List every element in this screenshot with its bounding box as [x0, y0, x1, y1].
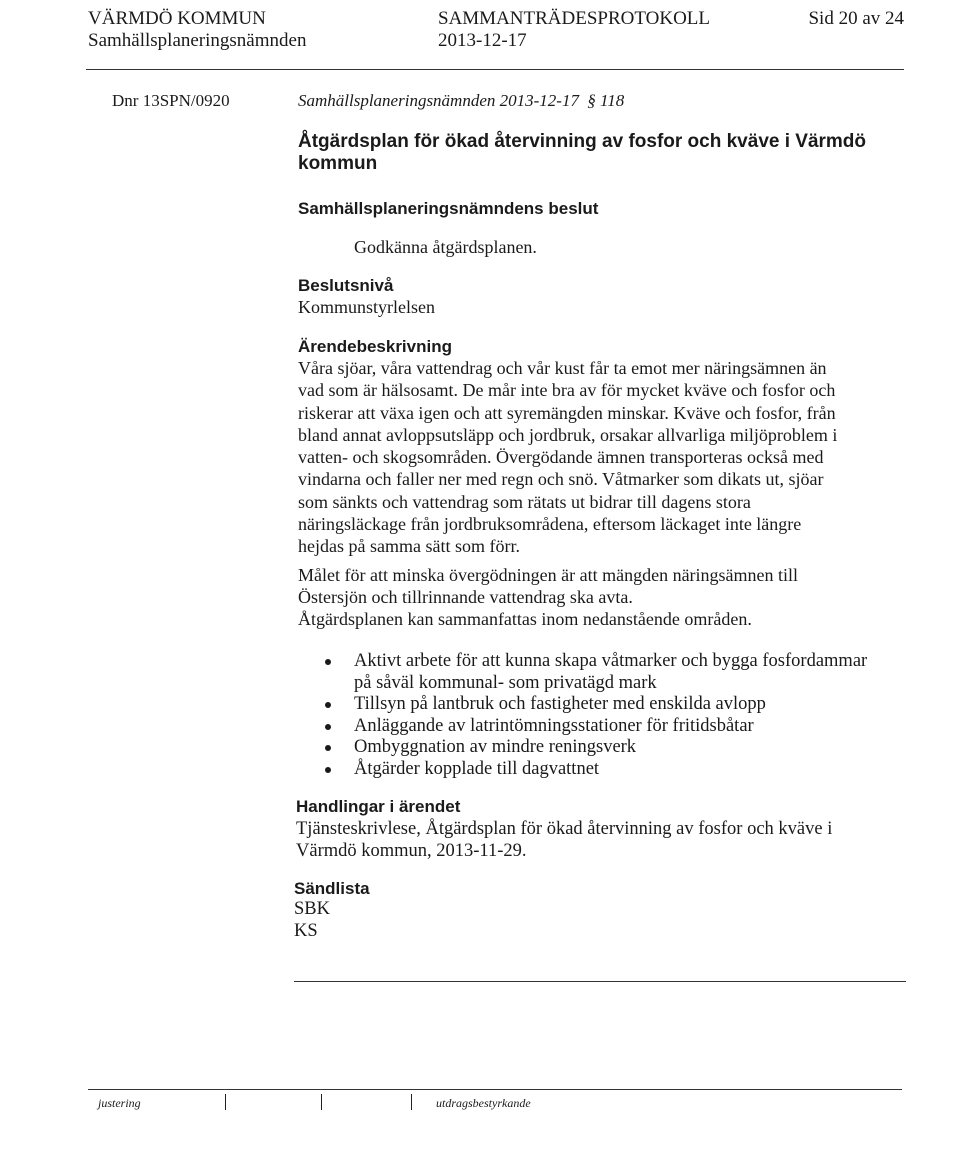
page-title-line: Åtgärdsplan för ökad återvinning av fosfor och kväve i Värmdö: [298, 131, 867, 152]
bullet-icon: [325, 724, 331, 730]
end-divider: [294, 981, 906, 982]
bullet-icon: [325, 767, 331, 773]
header-protocol-title: SAMMANTRÄDESPROTOKOLL: [438, 8, 711, 29]
recipient: KS: [294, 921, 318, 941]
header-org-name: VÄRMDÖ KOMMUN: [88, 8, 266, 29]
measures-list: [296, 651, 916, 781]
text-line: näringsläckage från jordbruksområdena, eftersom läckaget inte längre: [298, 514, 802, 535]
decision-text: Godkänna åtgärdsplanen.: [354, 237, 537, 257]
text-line: Tjänsteskrivlese, Åtgärdsplan för ökad återvinning av fosfor och kväve i: [296, 819, 833, 839]
documents-heading: Handlingar i ärendet: [296, 797, 461, 816]
justering-label: justering: [98, 1096, 141, 1110]
footer-divider: [88, 1089, 902, 1090]
text-line: riskerar att växa igen och att syremängden minskar. Kväve och fosfor, från: [298, 402, 836, 423]
text-line: Östersjön och tillrinnande vattendrag ska avta.: [298, 586, 633, 607]
list-item-line: Aktivt arbete för att kunna skapa våtmarker och bygga fosfordammar: [354, 651, 868, 671]
page-title-line: kommun: [298, 153, 378, 174]
list-item: [296, 737, 916, 759]
recipient: SBK: [294, 899, 330, 919]
description-paragraph-1: [298, 357, 898, 558]
bullet-icon: [325, 702, 331, 708]
text-line: vatten- och skogsområden. Övergödande ämnen transporteras också med: [298, 447, 824, 468]
list-item-line: Anläggande av latrintömningsstationer för fritidsbåtar: [354, 715, 754, 736]
text-line: vad som är hälsosamt. De mår inte bra av för mycket kväve och fosfor och: [298, 380, 836, 401]
text-line: bland annat avloppsutsläpp och jordbruk, orsakar allvarliga miljöproblem i: [298, 424, 838, 445]
header-protocol-date: 2013-12-17: [438, 30, 527, 51]
text-line: Våra sjöar, våra vattendrag och vår kust får ta emot mer näringsämnen än: [298, 358, 827, 378]
text-line: hejdas på samma sätt som förr.: [298, 536, 520, 557]
bullet-icon: [325, 745, 331, 751]
decision-heading: Samhällsplaneringsnämndens beslut: [298, 199, 599, 218]
list-item: [296, 759, 916, 781]
header-org-dept: Samhällsplaneringsnämnden: [88, 30, 307, 51]
signature-box-divider: [225, 1094, 226, 1110]
list-item: [296, 716, 916, 738]
text-line: Värmdö kommun, 2013-11-29.: [296, 841, 527, 861]
text-line: vindarna och faller ner med regn och snö. Våtmarker som dikats ut, sjöar: [298, 469, 824, 490]
paragraph-reference: § 118: [587, 91, 625, 110]
level-heading: Beslutsnivå: [298, 276, 394, 295]
header-page-number: Sid 20 av 24: [808, 8, 904, 29]
page-title: [298, 131, 866, 175]
distribution-list: [294, 898, 330, 942]
signature-box-divider: [321, 1094, 322, 1110]
description-paragraph-2: [298, 565, 898, 630]
list-item-line: på såväl kommunal- som privatägd mark: [354, 672, 657, 693]
documents-text: [296, 818, 896, 862]
list-item: [296, 651, 916, 694]
level-text: Kommunstyrlelsen: [298, 297, 435, 317]
text-line: Åtgärdsplanen kan sammanfattas inom nedanstående områden.: [298, 608, 752, 629]
header-divider: [86, 69, 904, 70]
list-item: [296, 694, 916, 716]
meeting-reference: [298, 91, 624, 111]
description-heading: Ärendebeskrivning: [298, 337, 452, 356]
dnr-reference: Dnr 13SPN/0920: [112, 91, 230, 110]
list-item-line: Tillsyn på lantbruk och fastigheter med enskilda avlopp: [354, 694, 766, 715]
list-item-line: Ombyggnation av mindre reningsverk: [354, 737, 637, 758]
meeting-reference-text: Samhällsplaneringsnämnden 2013-12-17: [298, 91, 579, 110]
bullet-icon: [325, 659, 331, 665]
extract-certification-label: utdragsbestyrkande: [436, 1096, 531, 1110]
text-line: som sänkts och vattendrag som rätats ut bidrar till dagens stora: [298, 491, 751, 512]
distribution-heading: Sändlista: [294, 879, 370, 898]
list-item-line: Åtgärder kopplade till dagvattnet: [354, 758, 600, 779]
signature-box-divider: [411, 1094, 412, 1110]
text-line: Målet för att minska övergödningen är att mängden näringsämnen till: [298, 565, 799, 585]
